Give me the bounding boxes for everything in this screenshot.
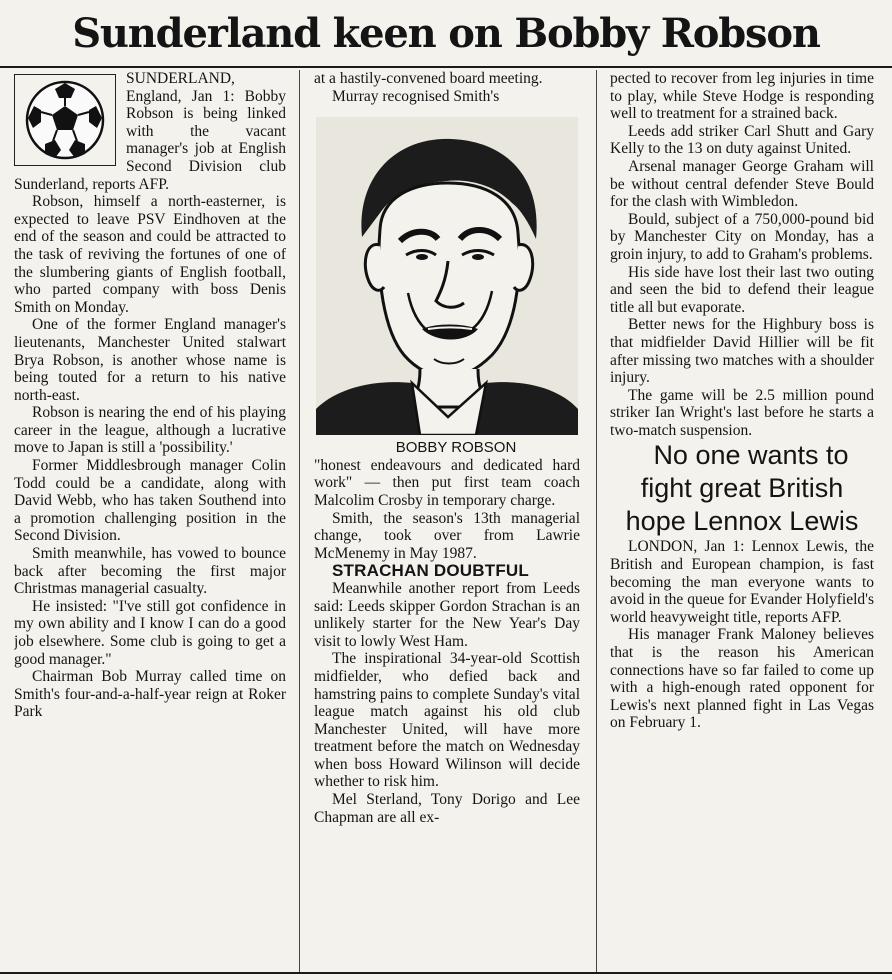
column-3 xyxy=(610,70,874,970)
column-divider-1 xyxy=(299,70,300,972)
paragraph: Robson, himself a north-easterner, is expected to leave PSV Eindhoven at the end of the season and could be attracted to the task of reviving the fortunes of one of the slumbering giants of English football, who parted company with boss Denis Smith on Monday. xyxy=(14,193,286,316)
paragraph: Bould, subject of a 750,000-pound bid by Manchester City on Monday, has a groin injury, to add to Graham's problems. xyxy=(610,210,874,263)
paragraph: Leeds add striker Carl Shutt and Gary Kelly to the 13 on duty against United. xyxy=(610,122,874,158)
top-rule xyxy=(0,66,892,68)
subheading: STRACHAN DOUBTFUL xyxy=(332,561,529,581)
bobby-robson-portrait xyxy=(316,117,578,435)
paragraph: LONDON, Jan 1: Lennox Lewis, the British and European champion, is fast becoming the man everyone wants to avoid in the queue for Evander Holyfield's world heavyweight title, reports AFP. xyxy=(610,538,874,626)
paragraph: Smith meanwhile, has vowed to bounce back after becoming the first major Christmas managerial casualty. xyxy=(14,545,286,598)
paragraph: Better news for the Highbury boss is that midfielder David Hillier will be fit after missing two matches with a shoulder injury. xyxy=(610,316,874,387)
secondary-headline: No one wants to fight great British hope Lennox Lewis xyxy=(625,440,859,537)
paragraph: The game will be 2.5 million pound striker Ian Wright's last before he starts a two-match suspension. xyxy=(610,386,874,439)
column-1 xyxy=(14,70,286,970)
paragraph: Former Middlesbrough manager Colin Todd could be a candidate, along with David Webb, who has taken Southend into a promotion challenging position in the Second Division. xyxy=(14,457,286,545)
paragraph: His side have lost their last two outing and seen the bid to defend their league title all but evaporate. xyxy=(610,263,874,316)
column-divider-2 xyxy=(596,70,597,972)
paragraph: at a hastily-convened board meeting. xyxy=(314,70,543,87)
paragraph: One of the former England manager's lieutenants, Manchester United stalwart Brya Robson, is another whose name is being touted for a return to his native north-east. xyxy=(14,316,286,404)
paragraph: Robson is nearing the end of his playing career in the league, although a lucrative move to Japan is still a 'possibility.' xyxy=(14,404,286,457)
paragraph: Mel Sterland, Tony Dorigo and Lee Chapman are all ex- xyxy=(314,791,580,826)
paragraph: Meanwhile another report from Leeds said: Leeds skipper Gordon Strachan is an unlikely starter for the New Year's Day visit to lowly West Ham. xyxy=(314,579,580,650)
photo-caption: BOBBY ROBSON xyxy=(395,439,517,457)
bottom-rule xyxy=(0,972,892,974)
column-2 xyxy=(314,70,580,970)
headline: Sunderland keen on Bobby Robson xyxy=(72,10,820,57)
paragraph: Murray recognised Smith's xyxy=(332,87,500,105)
paragraph: He insisted: "I've still got confidence in my own ability and I know I can do a good job elsewhere. Some club is going to get a good manager." xyxy=(14,597,286,668)
paragraph: His manager Frank Maloney believes that is the reason his American connections have so far failed to come up with a high-enough rated opponent for Lewis's next planned fight in Las Vegas on February 1. xyxy=(610,626,874,732)
paragraph: Arsenal manager George Graham will be without central defender Steve Bould for the clash with Wimbledon. xyxy=(610,157,874,211)
paragraph: Smith, the season's 13th managerial change, took over from Lawrie McMenemy in May 1987. xyxy=(314,509,580,562)
paragraph: pected to recover from leg injuries in time to play, while Steve Hodge is responding well to treatment for a strained back. xyxy=(610,70,874,123)
paragraph: "honest endeavours and dedicated hard work" — then put first team coach Malcolim Crosby in temporary charge. xyxy=(314,456,580,509)
football-icon xyxy=(14,74,116,166)
paragraph: Chairman Bob Murray called time on Smith's four-and-a-half-year reign at Roker Park xyxy=(14,668,286,721)
paragraph: The inspirational 34-year-old Scottish midfielder, who defied back and hamstring pains to complete Sunday's vital league match against his old club Manchester United, will have more treatment before the match on Wednesday when boss Howard Wilinson will decide whether to risk him. xyxy=(314,650,580,791)
paragraph: SUNDERLAND, England, Jan 1: Bobby Robson is being linked with the vacant manager's job at English Second Division club Sunderland, reports AFP. xyxy=(14,70,286,193)
